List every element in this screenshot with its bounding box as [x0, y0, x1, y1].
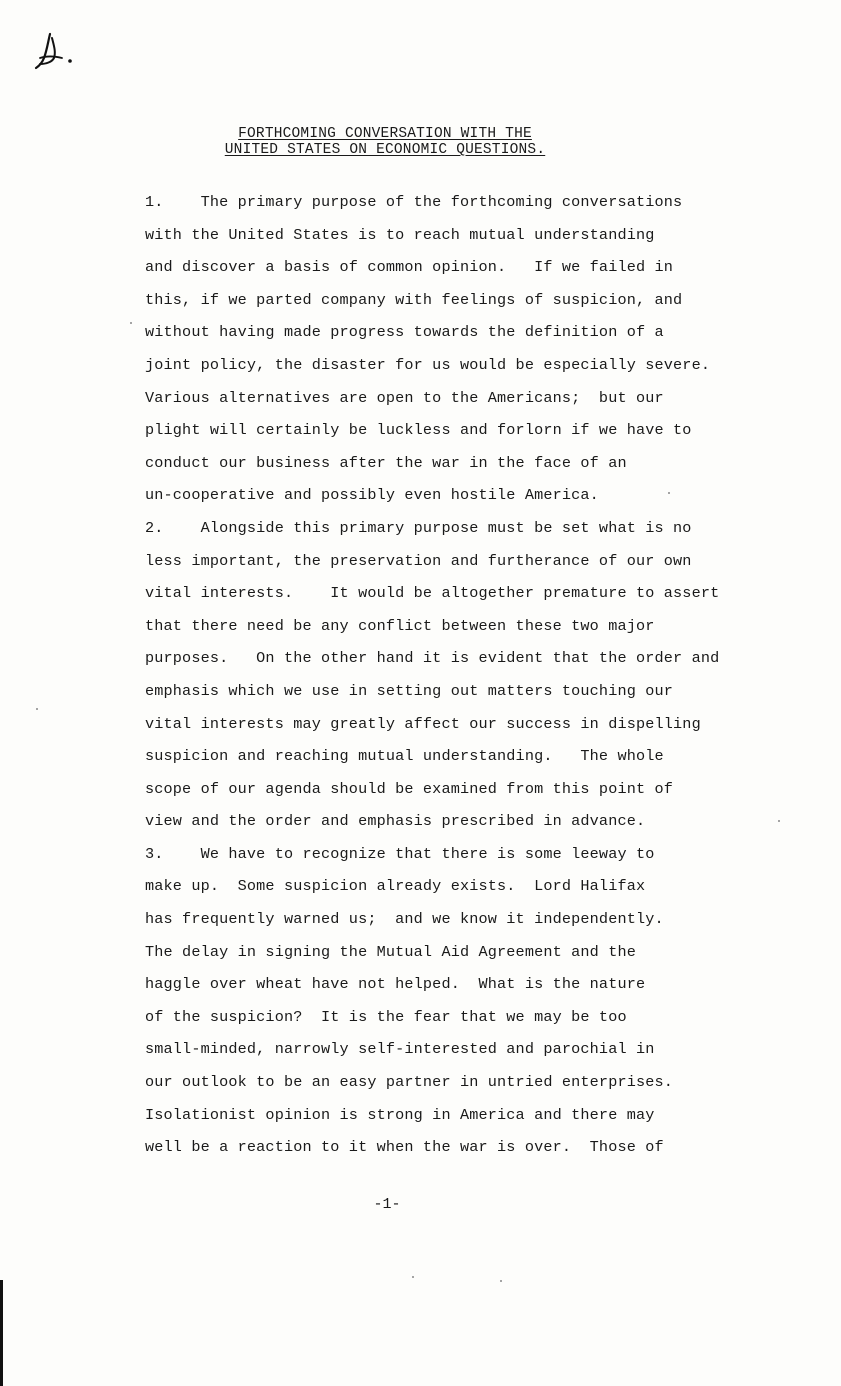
scan-speck [412, 1276, 414, 1278]
text-line: our outlook to be an easy partner in untried enterprises. [145, 1073, 674, 1092]
document-title [195, 126, 575, 158]
text-line: that there need be any conflict between these two major [145, 616, 655, 635]
handwritten-mark-icon [30, 28, 80, 78]
text-line: view and the order and emphasis prescribed in advance. [145, 812, 646, 831]
page-number: -1- [373, 1196, 401, 1213]
text-line: Isolationist opinion is strong in America and there may [145, 1105, 655, 1124]
text-line: 2. Alongside this primary purpose must be set what is no [145, 518, 692, 537]
scan-speck [668, 492, 670, 494]
text-line: 3. We have to recognize that there is some leeway to [145, 844, 655, 863]
text-line: and discover a basis of common opinion. If we failed in [145, 258, 674, 277]
scan-speck [778, 820, 780, 822]
title-line-1: FORTHCOMING CONVERSATION WITH THE [238, 126, 532, 142]
scan-speck [500, 1280, 502, 1282]
scan-speck [130, 322, 132, 324]
text-line: without having made progress towards the definition of a [145, 323, 664, 342]
text-line: Various alternatives are open to the Americans; but our [145, 388, 664, 407]
text-line: small-minded, narrowly self-interested and parochial in [145, 1040, 655, 1059]
title-line-2: UNITED STATES ON ECONOMIC QUESTIONS. [224, 142, 546, 158]
scan-speck [36, 708, 38, 710]
text-line: has frequently warned us; and we know it independently. [145, 910, 664, 929]
text-line: less important, the preservation and furtherance of our own [145, 551, 692, 570]
text-line: this, if we parted company with feelings of suspicion, and [145, 290, 683, 309]
text-line: of the suspicion? It is the fear that we may be too [145, 1007, 627, 1026]
document-body [145, 186, 785, 1164]
text-line: The delay in signing the Mutual Aid Agreement and the [145, 942, 636, 961]
text-line: purposes. On the other hand it is evident that the order and [145, 649, 720, 668]
text-line: emphasis which we use in setting out matters touching our [145, 681, 674, 700]
text-line: un-cooperative and possibly even hostile America. [145, 486, 599, 505]
text-line: scope of our agenda should be examined from this point of [145, 779, 674, 798]
scan-edge-rule [0, 1280, 3, 1386]
text-line: haggle over wheat have not helped. What is the nature [145, 975, 646, 994]
text-line: vital interests. It would be altogether premature to assert [145, 584, 720, 603]
text-line: with the United States is to reach mutual understanding [145, 225, 655, 244]
text-line: suspicion and reaching mutual understanding. The whole [145, 747, 664, 766]
text-line: vital interests may greatly affect our success in dispelling [145, 714, 701, 733]
text-line: 1. The primary purpose of the forthcoming conversations [145, 193, 683, 211]
text-line: plight will certainly be luckless and forlorn if we have to [145, 421, 692, 440]
text-line: joint policy, the disaster for us would be especially severe. [145, 355, 711, 374]
text-line: make up. Some suspicion already exists. Lord Halifax [145, 877, 646, 896]
text-line: conduct our business after the war in the face of an [145, 453, 627, 472]
text-line: well be a reaction to it when the war is over. Those of [145, 1138, 664, 1157]
